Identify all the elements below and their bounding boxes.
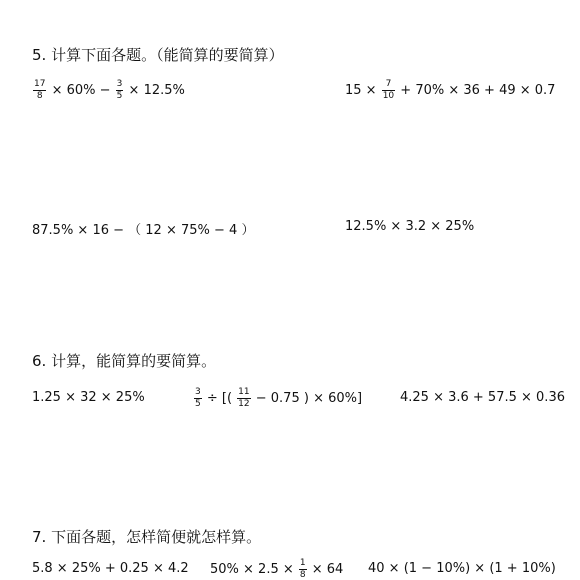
expression-text: + 70% × 36 + 49 × 0.7 xyxy=(396,83,556,98)
numerator: 11 xyxy=(238,387,250,397)
problem-7-expression-2 xyxy=(210,559,343,580)
fraction xyxy=(33,80,46,101)
problem-5-expression-3: 87.5% × 16 − （ 12 × 75% − 4 ） xyxy=(32,223,255,238)
problem-7-heading: 7. 下面各题，怎样简便就怎样算。 xyxy=(32,528,262,546)
numerator: 3 xyxy=(116,79,123,89)
fraction xyxy=(299,559,307,580)
fraction xyxy=(194,388,202,409)
problem-6-expression-2 xyxy=(193,388,362,409)
denominator: 5 xyxy=(195,399,201,409)
numerator: 17 xyxy=(34,79,46,89)
fraction xyxy=(237,388,250,409)
problem-5-expression-4: 12.5% × 3.2 × 25% xyxy=(345,219,475,234)
fraction xyxy=(116,80,124,101)
expression-text: − 0.75 ) × 60%] xyxy=(251,391,363,406)
expression-text: 15 × xyxy=(345,83,381,98)
denominator: 8 xyxy=(299,570,306,580)
denominator: 12 xyxy=(238,399,250,409)
expression-text: × 60% − xyxy=(47,83,115,98)
expression-text: × 12.5% xyxy=(124,83,185,98)
numerator: 7 xyxy=(385,79,392,89)
numerator: 1 xyxy=(299,558,306,568)
fraction xyxy=(382,80,395,101)
denominator: 8 xyxy=(36,91,43,101)
denominator: 5 xyxy=(116,91,123,101)
problem-6-expression-1: 1.25 × 32 × 25% xyxy=(32,390,145,405)
problem-6-expression-3: 4.25 × 3.6 + 57.5 × 0.36 xyxy=(400,390,565,405)
problem-7-expression-1: 5.8 × 25% + 0.25 × 4.2 xyxy=(32,561,189,576)
denominator: 10 xyxy=(382,91,395,101)
problem-5-heading: 5. 计算下面各题。（能简算的要简算） xyxy=(32,46,284,64)
expression-text: × 64 xyxy=(307,562,344,577)
problem-5-expression-2 xyxy=(345,80,555,101)
expression-text: ÷ [( xyxy=(202,391,237,406)
problem-7-expression-3: 40 × (1 − 10%) × (1 + 10%) xyxy=(368,561,556,576)
numerator: 3 xyxy=(195,387,201,397)
problem-5-expression-1 xyxy=(32,80,185,101)
expression-text: 50% × 2.5 × xyxy=(210,562,298,577)
problem-6-heading: 6. 计算，能简算的要简算。 xyxy=(32,352,217,370)
